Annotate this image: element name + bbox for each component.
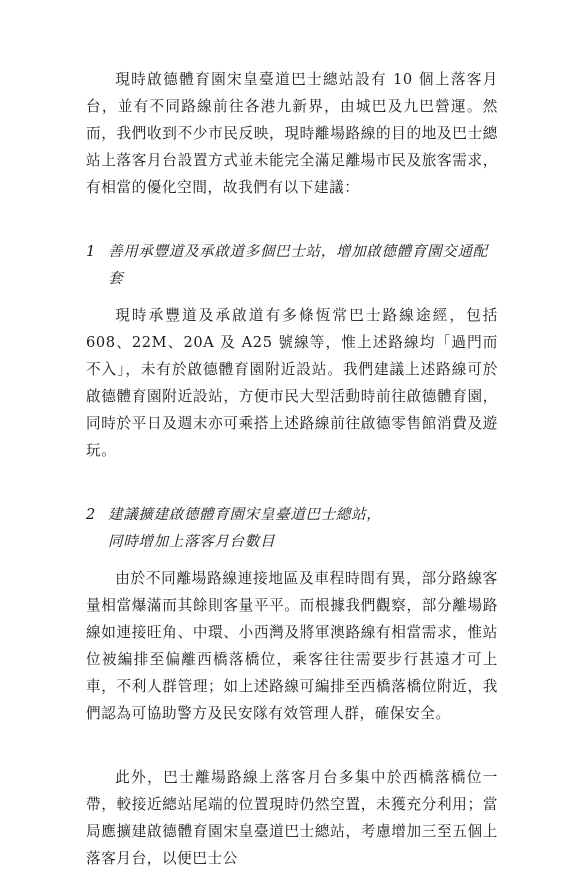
- section-2-number: 2: [86, 506, 96, 523]
- section-1-number: 1: [86, 243, 96, 260]
- section-2-heading: [86, 501, 498, 555]
- section-1-title: 善用承豐道及承啟道多個巴士站，增加啟德體育園交通配套: [108, 243, 488, 287]
- section-1-body: 現時承豐道及承啟道有多條恆常巴士路線途經，包括 608、22M、20A 及 A25 號線等，惟上述路線均「過門而不入」，未有於啟德體育園附近設站。我們建議上述路線可於啟德體育園附近設站，方便市民大型活動時前往啟德體育園，同時於平日及週末亦可乘搭上述路線前往啟德零售館消費及遊玩。: [86, 307, 498, 459]
- section-1-heading: [86, 238, 498, 292]
- closing-paragraph: 此外，巴士離場路線上落客月台多集中於西橋落橋位一帶，較接近總站尾端的位置現時仍然空置，未獲充分利用；當局應擴建啟德體育園宋皇臺道巴士總站，考慮增加三至五個上落客月台，以便巴士公: [86, 769, 498, 867]
- section-2-title-line-1: 建議擴建啟德體育園宋皇臺道巴士總站，: [108, 506, 382, 523]
- section-2-body: 由於不同離場路線連接地區及車程時間有異，部分路線客量相當爆滿而其餘則客量平平。而根據我們觀察，部分離場路線如連接旺角、中環、小西灣及將軍澳路線有相當需求，惟站位被編排至偏離西橋落橋位，乘客往往需要步行甚遠才可上車，不利人群管理；如上述路線可編排至西橋落橋位附近，我們認為可協助警方及民安隊有效管理人群，確保安全。: [86, 570, 498, 722]
- intro-paragraph: 現時啟德體育園宋皇臺道巴士總站設有 10 個上落客月台，並有不同路線前往各港九新界，由城巴及九巴營運。然而，我們收到不少市民反映，現時離場路線的目的地及巴士總站上落客月台設置方式並未能完全滿足離場市民及旅客需求，有相當的優化空間，故我們有以下建議：: [86, 71, 498, 196]
- section-2-title: [108, 501, 498, 555]
- section-2-title-line-2: 同時增加上落客月台數目: [108, 533, 276, 550]
